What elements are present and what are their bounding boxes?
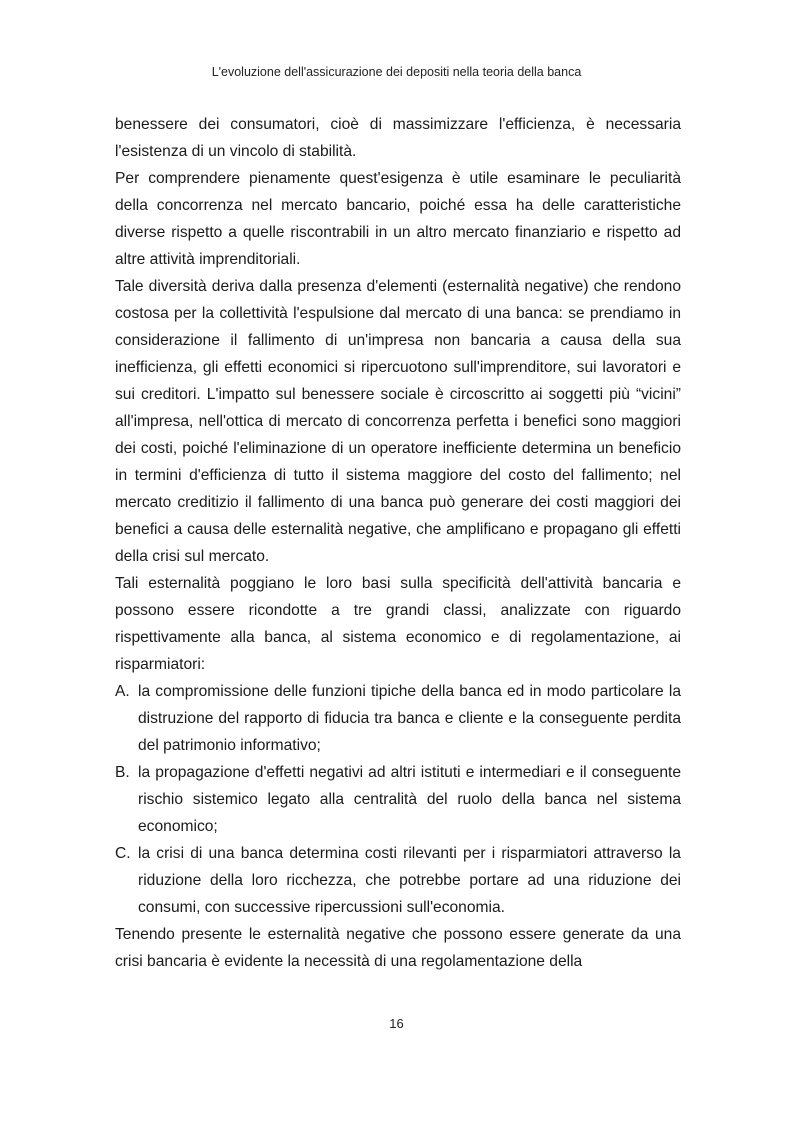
running-header: L'evoluzione dell'assicurazione dei depositi nella teoria della banca [211,65,582,79]
list-item [115,840,681,921]
list-item-text: la crisi di una banca determina costi rilevanti per i risparmiatori attraverso la riduzione della loro ricchezza, che potrebbe portare ad una riduzione dei consumi, con successive ripercussioni sull'economia. [138,845,681,916]
body-text [115,111,681,975]
externalities-list [115,678,681,921]
list-item-text: la propagazione d'effetti negativi ad altri istituti e intermediari e il conseguente rischio sistemico legato alla centralità del ruolo della banca nel sistema economico; [138,764,681,835]
list-marker: C. [115,845,131,862]
page-number: 16 [389,1016,404,1031]
list-item [115,678,681,759]
list-item [115,759,681,840]
paragraph-5: Tenendo presente le esternalità negative che possono essere generate da una crisi bancaria è evidente la necessità di una regolamentazione della [115,926,681,970]
paragraph-1: benessere dei consumatori, cioè di massimizzare l'efficienza, è necessaria l'esistenza di un vincolo di stabilità. [115,116,681,160]
paragraph-4: Tali esternalità poggiano le loro basi sulla specificità dell'attività bancaria e possono essere ricondotte a tre grandi classi, analizzate con riguardo rispettivamente alla banca, al sistema economico e di regolamentazione, ai risparmiatori: [115,575,681,673]
list-marker: A. [115,683,130,700]
list-marker: B. [115,764,130,781]
paragraph-2: Per comprendere pienamente quest'esigenza è utile esaminare le peculiarità della concorrenza nel mercato bancario, poiché essa ha delle caratteristiche diverse rispetto a quelle riscontrabili in un altro mercato finanziario e rispetto ad altre attività imprenditoriali. [115,170,681,268]
paragraph-3: Tale diversità deriva dalla presenza d'elementi (esternalità negative) che rendono costosa per la collettività l'espulsione dal mercato di una banca: se prendiamo in considerazione il fallimento di un'impresa non bancaria a causa della sua inefficienza, gli effetti economici si ripercuotono sull'imprenditore, sui lavoratori e sui creditori. L'impatto sul benessere sociale è circoscritto ai soggetti più “vicini” all'impresa, nell'ottica di mercato di concorrenza perfetta i benefici sono maggiori dei costi, poiché l'eliminazione di un operatore inefficiente determina un beneficio in termini d'efficienza di tutto il sistema maggiore del costo del fallimento; nel mercato creditizio il fallimento di una banca può generare dei costi maggiori dei benefici a causa delle esternalità negative, che amplificano e propagano gli effetti della crisi sul mercato. [115,278,681,565]
list-item-text: la compromissione delle funzioni tipiche della banca ed in modo particolare la distruzione del rapporto di fiducia tra banca e cliente e la conseguente perdita del patrimonio informativo; [138,683,681,754]
